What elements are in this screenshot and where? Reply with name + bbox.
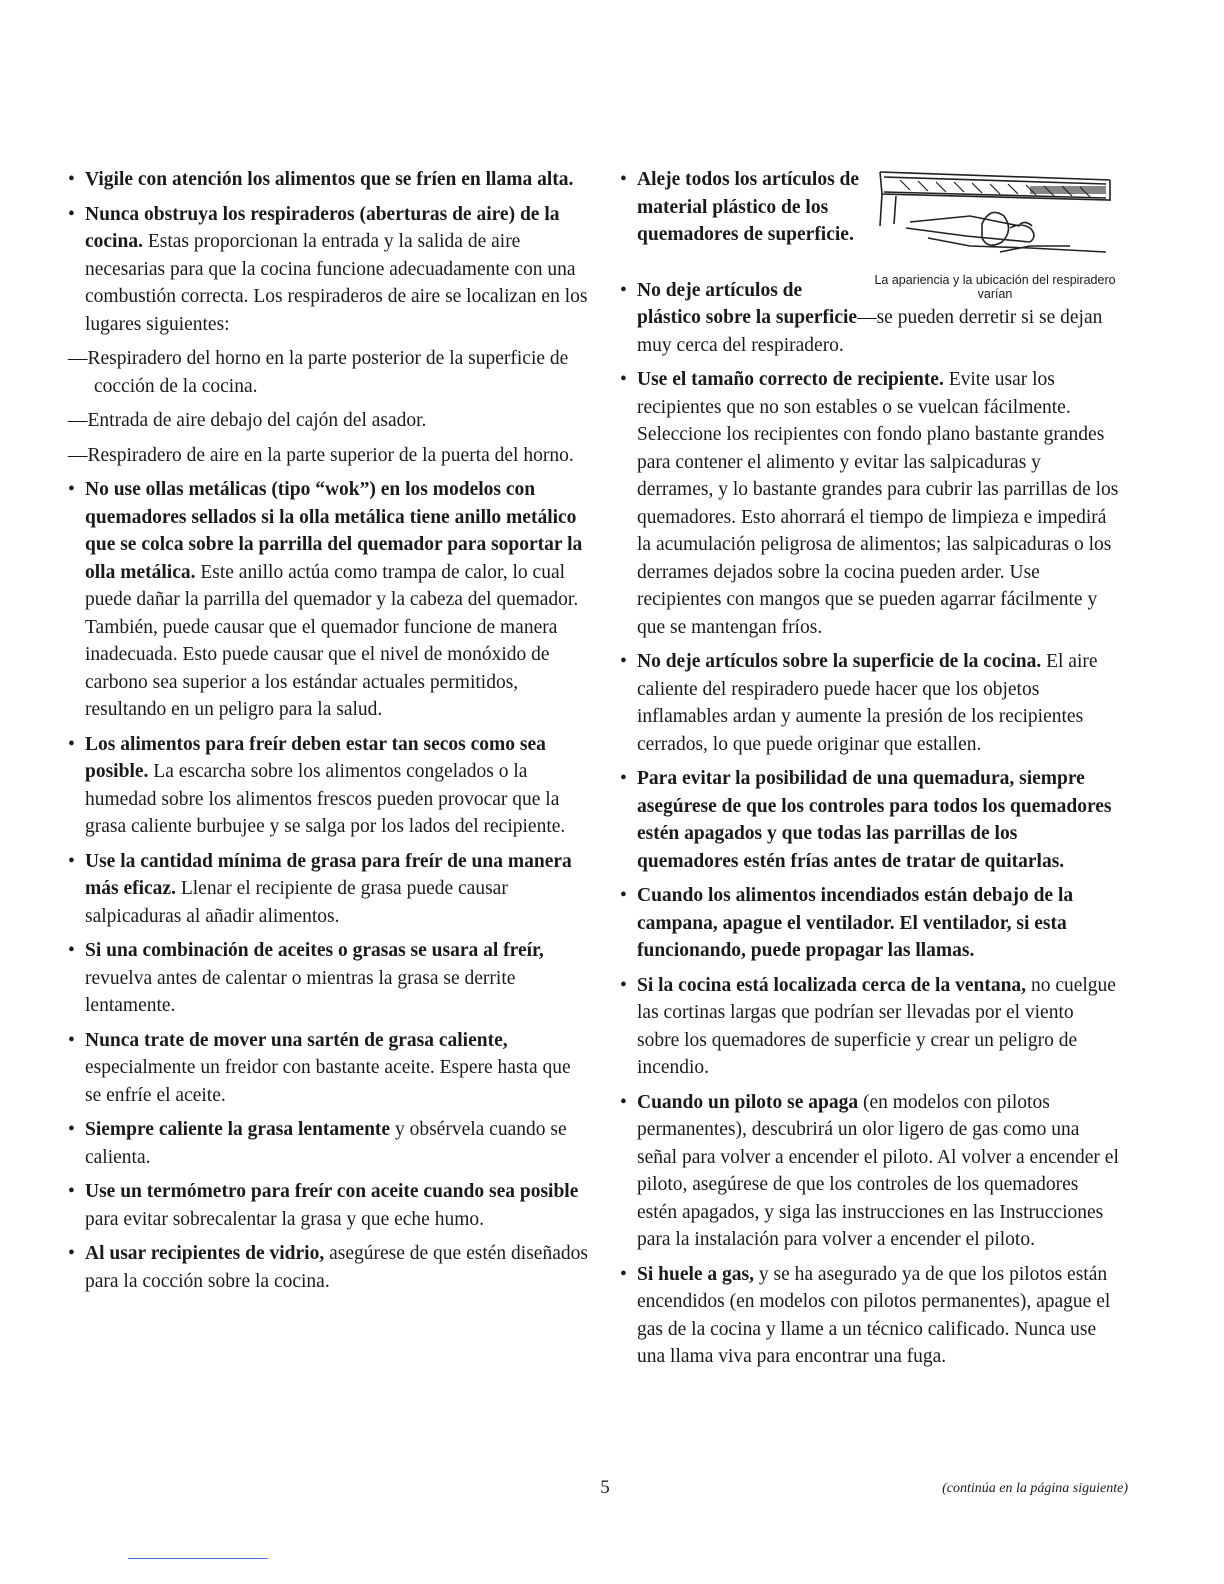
list-item (620, 882, 1120, 965)
list-item (620, 366, 1120, 641)
vent-location-item: —Respiradero del horno en la parte posterior de la superficie de cocción de la cocina. (68, 348, 569, 397)
bullet: • (620, 280, 627, 301)
list-item (620, 765, 1120, 875)
bullet: • (620, 768, 627, 789)
item-bold: Si una combinación de aceites o grasas se usara al freír, (85, 940, 544, 961)
item-text: Estas proporcionan la entrada y la salida de aire necesarias para que la cocina funcione adecuadamente con una combustión correcta. Los respiraderos de aire se localizan en los lugares siguientes: (85, 231, 588, 335)
item-text: El aire caliente del respiradero puede hacer que los objetos inflamables ardan y aumente la presión de los recipientes cerrados, lo que puede originar que estallen. (637, 651, 1098, 755)
item-text: asegúrese de que estén diseñados para la cocción sobre la cocina. (85, 1243, 588, 1292)
continued-note: (continúa en la página siguiente) (942, 1481, 1128, 1496)
list-item (620, 1261, 1120, 1371)
bullet: • (68, 940, 75, 961)
bullet: • (68, 1119, 75, 1140)
list-item (620, 166, 877, 249)
list-item-continuation (620, 304, 1120, 359)
list-item (620, 972, 1120, 1082)
item-bold: No deje artículos de (637, 280, 803, 301)
bullet: • (68, 1181, 75, 1202)
bullet: • (620, 885, 627, 906)
item-text: (en modelos con pilotos permanentes), descubrirá un olor ligero de gas como una señal para volver a encender el piloto. Al volver a encender el piloto, asegúrese de que los controles de los quemadores estén apagados, y siga las instrucciones en las Instrucciones para la instalación para volver a encender el piloto. (637, 1091, 1119, 1250)
item-text: y se ha asegurado ya de que los pilotos están encendidos (en modelos con pilotos permanentes), apague el gas de la cocina y llame a un técnico calificado. Nunca use una llama viva para encontrar una fuga. (637, 1263, 1111, 1367)
list-item (620, 1089, 1120, 1254)
item-bold: Aleje todos los artículos de material plástico de los quemadores de superficie. (637, 169, 860, 245)
item-bold: No use ollas metálicas (tipo “wok”) en los modelos con quemadores sellados si la olla metálica tiene anillo metálico que se colca sobre la parrilla del quemador para soportar la olla metálica. (85, 479, 583, 583)
bullet: • (68, 1243, 75, 1264)
item-text: revuelva antes de calentar o mientras la grasa se derrite lentamente. (85, 967, 516, 1016)
vent-drawing-icon (870, 166, 1120, 274)
item-bold: Al usar recipientes de vidrio, (85, 1243, 325, 1264)
vent-location-item: —Entrada de aire debajo del cajón del asador. (68, 410, 427, 431)
list-item (68, 1027, 588, 1110)
item-bold: Los alimentos para freír deben estar tan secos como sea posible. (85, 733, 546, 782)
item-bold: Cuando un piloto se apaga (637, 1091, 859, 1113)
item-text: Este anillo actúa como trampa de calor, lo cual puede dañar la parrilla del quemador y la cabeza del quemador. También, puede causar que el quemador funcione de manera inadecuada. Esto puede causar que el nivel de monóxido de carbono sea superior a los estándar actuales permitidos, resultando en un peligro para la salud. (85, 561, 579, 720)
list-item (68, 201, 588, 339)
item-bold: Use la cantidad mínima de grasa para freír de una manera más eficaz. (85, 850, 572, 899)
bullet: • (620, 651, 627, 672)
bullet: • (68, 169, 75, 190)
item-bold: Vigile con atención los alimentos que se fríen en llama alta. (85, 169, 574, 190)
item-text: especialmente un freidor con bastante aceite. Espere hasta que se enfríe el aceite. (85, 1057, 571, 1106)
item-bold: Nunca trate de mover una sartén de grasa caliente, (85, 1029, 508, 1051)
item-text: y obsérvela cuando se calienta. (85, 1119, 567, 1168)
item-bold: Use un termómetro para freír con aceite cuando sea posible (85, 1181, 579, 1202)
item-bold: Si huele a gas, (637, 1263, 755, 1285)
bullet: • (68, 203, 75, 225)
list-item (68, 476, 588, 724)
vent-location-item: —Respiradero de aire en la parte superior de la puerta del horno. (68, 444, 574, 466)
item-text: Evite usar los recipientes que no son estables o se vuelcan fácilmente. Seleccione los recipientes con fondo plano bastante grandes para contener el alimento y evitar las salpicaduras y derrames, y lo bastante grandes para cubrir las parrillas de los quemadores. Esto ahorrará el tiempo de limpieza e impedirá la acumulación peligrosa de alimentos; las salpicaduras o los derrames dejados sobre la cocina pueden arder. Use recipientes con mangos que se pueden agarrar fácilmente y que se mantengan fríos. (637, 369, 1119, 638)
item-text: para evitar sobrecalentar la grasa y que eche humo. (85, 1208, 485, 1230)
vent-warning-area (620, 166, 1120, 304)
list-item (68, 937, 588, 1020)
item-bold: plástico sobre la superficie (637, 307, 858, 328)
item-bold: Para evitar la posibilidad de una quemadura, siempre asegúrese de que los controles para todos los quemadores estén apagados y que todas las parrillas de los quemadores estén frías antes de tratar de quitarlas. (637, 768, 1112, 872)
list-item (68, 166, 588, 194)
bullet: • (620, 1091, 627, 1113)
bullet: • (620, 1263, 627, 1285)
bullet: • (68, 733, 75, 755)
item-bold: Siempre caliente la grasa lentamente (85, 1119, 391, 1140)
bullet: • (68, 850, 75, 872)
left-column (68, 166, 588, 1302)
item-bold: Si la cocina está localizada cerca de la ventana, (637, 974, 1027, 996)
list-item (620, 648, 1120, 758)
bullet: • (620, 369, 627, 390)
bullet: • (620, 169, 627, 190)
item-text: Llenar el recipiente de grasa puede causar salpicaduras al añadir alimentos. (85, 878, 508, 927)
item-text: —se pueden derretir si se dejan muy cerca del respiradero. (637, 307, 1103, 356)
item-bold: Use el tamaño correcto de recipiente. (637, 369, 944, 390)
bullet: • (68, 1029, 75, 1051)
list-item (68, 1240, 588, 1295)
right-column (620, 166, 1120, 1378)
item-text: La escarcha sobre los alimentos congelados o la humedad sobre los alimentos frescos pueden provocar que la grasa caliente burbujee y se salga por los lados del recipiente. (85, 761, 566, 837)
item-bold: Nunca obstruya los respiraderos (aberturas de aire) de la cocina. (85, 203, 560, 252)
item-text: no cuelgue las cortinas largas que podrían ser llevadas por el viento sobre los quemadores de superficie y crear un peligro de incendio. (637, 974, 1116, 1078)
footer-rule (128, 1558, 268, 1559)
item-bold: Cuando los alimentos incendiados están debajo de la campana, apague el ventilador. El ventilador, si esta funcionando, puede propagar las llamas. (637, 885, 1074, 961)
item-bold: No deje artículos sobre la superficie de la cocina. (637, 651, 1042, 672)
list-item (68, 848, 588, 931)
list-item (68, 1116, 588, 1171)
figure-caption: La apariencia y la ubicación del respiradero varían (874, 273, 1116, 301)
bullet: • (68, 479, 75, 500)
list-item (68, 1178, 588, 1233)
list-item (620, 277, 897, 305)
page-number: 5 (600, 1477, 610, 1498)
bullet: • (620, 974, 627, 996)
list-item (68, 731, 588, 841)
vent-illustration (870, 166, 1120, 301)
